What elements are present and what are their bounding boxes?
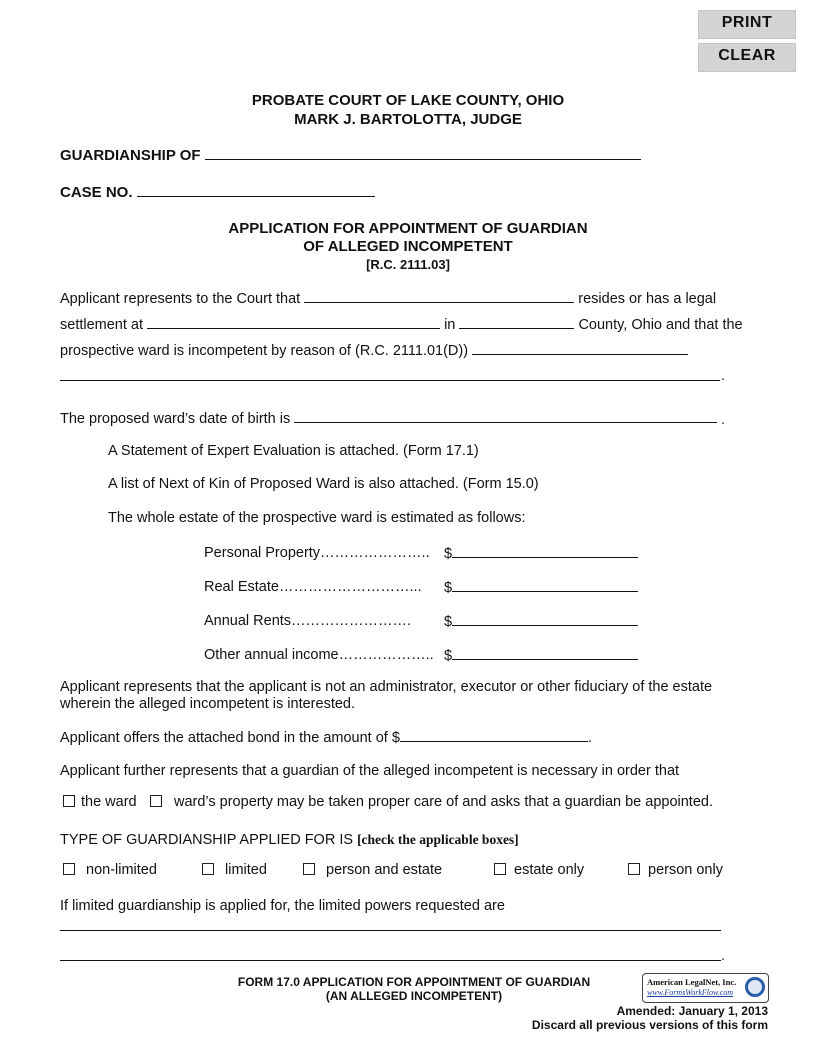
estate-label: Real Estate………………………...: [204, 579, 422, 595]
currency-symbol: $: [444, 580, 453, 596]
estate-row-personal: [204, 545, 430, 561]
p1-text-e: County, Ohio and that the: [578, 317, 743, 333]
court-county: LAKE: [410, 92, 452, 109]
type-option-non-limited[interactable]: [63, 862, 157, 878]
estate-row-other: [204, 647, 434, 663]
non-limited-checkbox[interactable]: [63, 863, 75, 875]
case-row: [60, 184, 375, 201]
settlement-address-field[interactable]: [147, 316, 440, 329]
applicant-row-2: [60, 316, 743, 333]
p1-text-f: prospective ward is incompetent by reason of (R.C. 2111.01(D)): [60, 343, 469, 359]
estate-amount-personal: [444, 545, 638, 562]
court-heading: [0, 92, 816, 109]
person-only-checkbox[interactable]: [628, 863, 640, 875]
county-field[interactable]: [459, 316, 574, 329]
estate-label: Personal Property…………………..: [204, 545, 430, 561]
type-option-label: estate only: [514, 862, 585, 878]
type-option-label: non-limited: [86, 862, 157, 878]
estate-amount-other: [444, 647, 638, 664]
type-option-person-estate[interactable]: [303, 862, 442, 878]
court-line-a: PROBATE COURT OF: [251, 92, 407, 109]
judge-name: MARK J. BARTOLOTTA,: [294, 111, 467, 128]
estate-row-real: [204, 579, 422, 595]
guardianship-row: [60, 147, 641, 164]
form-title-line1: APPLICATION FOR APPOINTMENT OF GUARDIAN: [228, 220, 588, 237]
judge-heading: [0, 111, 816, 128]
logo-globe-icon: [745, 977, 765, 997]
period-2: .: [721, 411, 725, 427]
type-option-person-only[interactable]: [628, 862, 723, 878]
period-3: .: [721, 947, 725, 963]
guardianship-type-hint: [check the applicable boxes]: [357, 832, 519, 847]
type-option-limited[interactable]: [202, 862, 267, 878]
incompetence-reason-field-2[interactable]: [60, 379, 720, 381]
property-option-label: ward’s property may be taken proper care of and asks that a guardian be appointed.: [174, 794, 713, 810]
annual-rents-amount-field[interactable]: [452, 613, 638, 626]
americanlegalnet-logo: [642, 973, 769, 1003]
limited-powers-field-2[interactable]: [60, 959, 721, 961]
estate-only-checkbox[interactable]: [494, 863, 506, 875]
fiduciary-line-1: Applicant represents that the applicant is not an administrator, executor or other fiduciary of the estate: [60, 679, 713, 695]
clear-button[interactable]: CLEAR: [698, 43, 796, 72]
guardianship-type-label: TYPE OF GUARDIANSHIP APPLIED FOR IS: [60, 832, 354, 848]
court-line-b: COUNTY, OHIO: [455, 92, 565, 109]
necessity-text: Applicant further represents that a guardian of the alleged incompetent is necessary in order that: [60, 763, 680, 779]
fiduciary-line-2: wherein the alleged incompetent is interested.: [60, 696, 356, 712]
person-estate-checkbox[interactable]: [303, 863, 315, 875]
ward-checkbox[interactable]: [63, 795, 75, 807]
currency-symbol: $: [444, 648, 453, 664]
bond-row: Applicant offers the attached bond in the amount of $ .: [60, 730, 592, 746]
case-number-field[interactable]: [137, 184, 375, 197]
footer-form-line1: FORM 17.0 APPLICATION FOR APPOINTMENT OF GUARDIAN: [237, 975, 591, 989]
estate-label: Annual Rents…………………….: [204, 613, 412, 629]
form-title-line2: OF ALLEGED INCOMPETENT: [303, 238, 513, 255]
discard-notice: Discard all previous versions of this form: [531, 1018, 768, 1032]
p1-text-a: Applicant represents to the Court that: [60, 291, 301, 307]
logo-url: www.FormsWorkFlow.com: [647, 988, 734, 997]
estate-row-rents: [204, 613, 411, 629]
p1-text-b: resides or has a legal: [578, 291, 717, 307]
bond-label: Applicant offers the attached bond in the amount of $: [60, 730, 400, 746]
amended-date: Amended: January 1, 2013: [616, 1004, 768, 1018]
personal-property-amount-field[interactable]: [452, 545, 638, 558]
case-label: CASE NO.: [60, 184, 133, 201]
limited-checkbox[interactable]: [202, 863, 214, 875]
property-option[interactable]: [150, 794, 713, 810]
dob-field[interactable]: [294, 410, 717, 423]
incompetence-reason-field[interactable]: [472, 342, 688, 355]
type-option-label: limited: [225, 862, 267, 878]
other-income-amount-field[interactable]: [452, 647, 638, 660]
type-option-label: person only: [648, 862, 723, 878]
ward-option-label: the ward: [81, 794, 137, 810]
estate-amount-real: [444, 579, 638, 596]
guardianship-name-field[interactable]: [205, 147, 641, 160]
bond-amount-field[interactable]: [400, 729, 588, 742]
period-1: .: [721, 367, 725, 383]
limited-powers-field-1[interactable]: [60, 929, 721, 931]
currency-symbol: $: [444, 546, 453, 562]
guardianship-label: GUARDIANSHIP OF: [60, 147, 201, 164]
logo-name: American LegalNet, Inc.: [647, 977, 737, 987]
statement-estate: The whole estate of the prospective ward is estimated as follows:: [108, 510, 526, 526]
statement-expert: A Statement of Expert Evaluation is attached. (Form 17.1): [108, 443, 479, 459]
estate-amount-rents: [444, 613, 638, 630]
ward-name-field[interactable]: [304, 290, 574, 303]
form-title-statute: [R.C. 2111.03]: [366, 257, 450, 272]
real-estate-amount-field[interactable]: [452, 579, 638, 592]
type-option-estate-only[interactable]: [494, 862, 584, 878]
footer-form-line2: (AN ALLEGED INCOMPETENT): [325, 989, 503, 1003]
guardianship-type-row: [60, 832, 519, 848]
ward-option[interactable]: [63, 794, 137, 810]
p1-text-d: in: [444, 317, 456, 333]
judge-title: JUDGE: [470, 111, 522, 128]
applicant-row-3: [60, 342, 688, 359]
p1-text-c: settlement at: [60, 317, 144, 333]
dob-label: The proposed ward’s date of birth is: [60, 411, 291, 427]
limited-powers-label: If limited guardianship is applied for, the limited powers requested are: [60, 898, 505, 914]
statement-kin: A list of Next of Kin of Proposed Ward is also attached. (Form 15.0): [108, 476, 539, 492]
dob-row: [60, 410, 717, 427]
property-checkbox[interactable]: [150, 795, 162, 807]
type-option-label: person and estate: [326, 862, 443, 878]
applicant-row-1: [60, 290, 716, 307]
currency-symbol: $: [444, 614, 453, 630]
estate-label: Other annual income………………..: [204, 647, 434, 663]
print-button[interactable]: PRINT: [698, 10, 796, 39]
